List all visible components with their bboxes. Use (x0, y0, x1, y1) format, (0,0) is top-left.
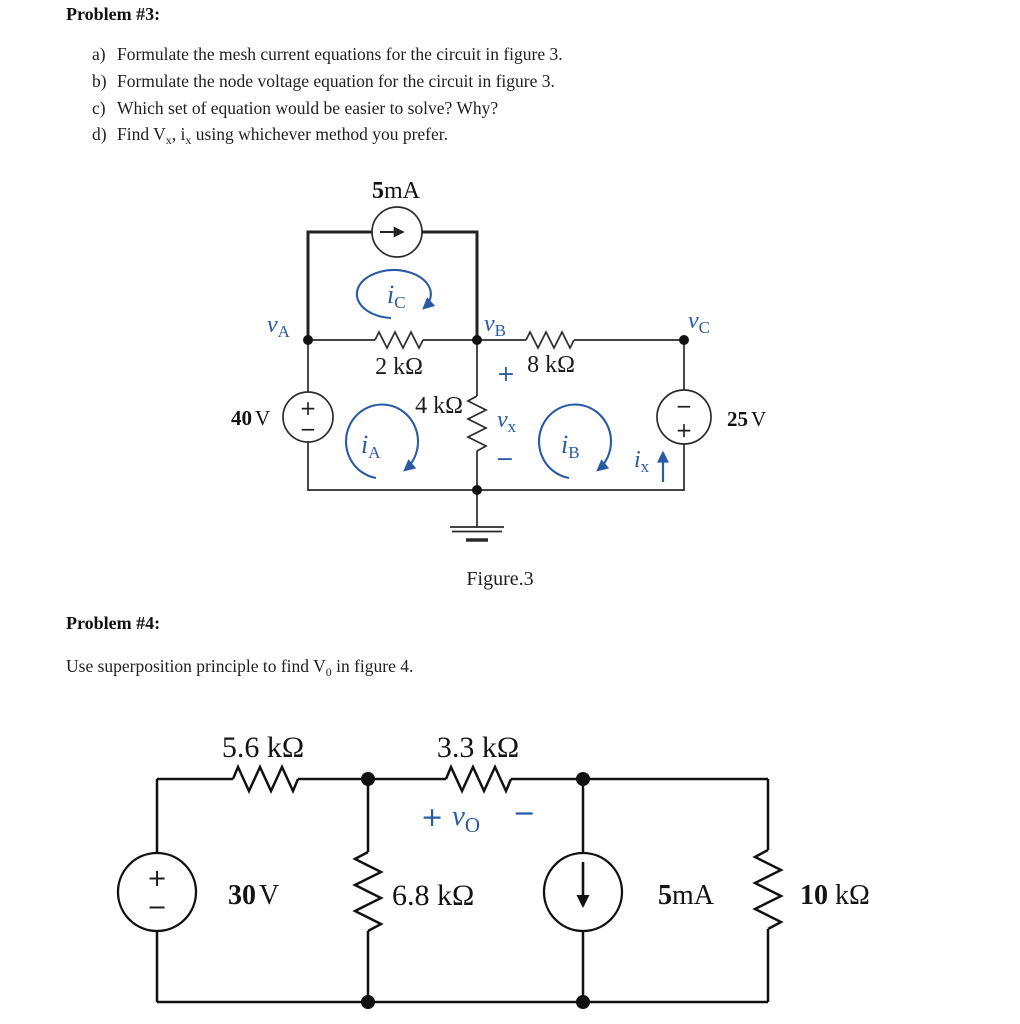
resistor-4k (468, 396, 486, 451)
label-vb: $v_B$ (484, 311, 506, 340)
node-dot (361, 772, 375, 786)
label-25v: 25 V (727, 407, 767, 431)
label-ia: iA (361, 430, 381, 462)
problem3-title: Problem #3: (66, 4, 161, 24)
node-vb-dot (472, 335, 482, 345)
polarity-plus: + (675, 418, 693, 442)
resistor-5k6 (233, 767, 298, 791)
subscript: x (185, 133, 192, 148)
item-text: Find $V_x$, $i_x$ using whichever method you prefer. (117, 124, 449, 148)
figure3-caption: Figure.3 (466, 568, 534, 590)
label-6k8: 6.8 kΩ (392, 879, 475, 912)
item-marker: c) (92, 97, 106, 118)
item-marker: a) (92, 44, 106, 64)
subscript: 0 (325, 665, 332, 679)
ground-icon (450, 490, 504, 532)
label-ic: iC (387, 280, 406, 312)
node-dot (576, 772, 590, 786)
node-vc-dot (679, 335, 689, 345)
label-5ma: 5mA (658, 880, 714, 911)
list-item (92, 71, 563, 98)
vo-plus: + (420, 802, 444, 833)
resistor-3k3 (446, 767, 511, 791)
resistor-6k8 (355, 852, 381, 931)
figure3-circuit (225, 170, 785, 560)
problem4-title: Problem #4: (66, 613, 161, 633)
mesh-loop-ia (346, 405, 418, 478)
node-dot (576, 995, 590, 1009)
item-marker: b) (92, 70, 107, 91)
label-3k3: 3.3 kΩ (436, 731, 520, 764)
polarity-minus: − (675, 394, 693, 418)
label-vx: $v_x$ (497, 407, 517, 436)
vx-plus: + (496, 362, 516, 387)
resistor-8k (526, 332, 574, 348)
label-5ma: 5mA (372, 178, 420, 204)
list-item (92, 44, 563, 71)
label-4k: 4 kΩ (415, 393, 463, 419)
list-item (92, 98, 563, 125)
polarity-minus: − (146, 893, 168, 921)
item-text: Formulate the node voltage equation for the circuit in figure 3. (117, 70, 555, 91)
vo-minus: − (512, 798, 536, 829)
label-8k: 8 kΩ (527, 352, 575, 378)
list-item (92, 124, 563, 151)
label-5k6: 5.6 kΩ (221, 731, 305, 764)
problem4-sentence: Use superposition principle to find $V_0$ in figure 4. (66, 656, 414, 679)
polarity-plus: + (299, 396, 317, 420)
item-text: Formulate the mesh current equations for the circuit in figure 3. (117, 44, 563, 64)
figure4-circuit (110, 715, 910, 1015)
polarity-minus: − (299, 417, 317, 441)
problem3-list (92, 44, 563, 151)
node-dot (361, 995, 375, 1009)
node-va-dot (303, 335, 313, 345)
label-2k: 2 kΩ (375, 354, 423, 380)
label-vo: $v_O$ (452, 800, 481, 837)
mesh-loop-ib (539, 405, 611, 478)
resistor-10k (755, 850, 781, 929)
item-text: Which set of equation would be easier to solve? Why? (117, 97, 499, 118)
label-vc: $v_C$ (688, 308, 710, 337)
subscript: x (165, 133, 172, 148)
label-10k: 10 kΩ (800, 880, 870, 911)
label-30v: 30 V (228, 880, 280, 911)
node-ground-dot (472, 485, 482, 495)
label-ib: iB (561, 430, 580, 462)
resistor-2k (375, 332, 423, 348)
vx-minus: − (495, 447, 515, 472)
polarity-plus: + (146, 864, 168, 892)
label-va: $v_A$ (267, 312, 290, 341)
item-marker: d) (92, 124, 107, 145)
label-40v: 40 V (231, 406, 271, 430)
label-ix: $i_x$ (634, 447, 650, 476)
